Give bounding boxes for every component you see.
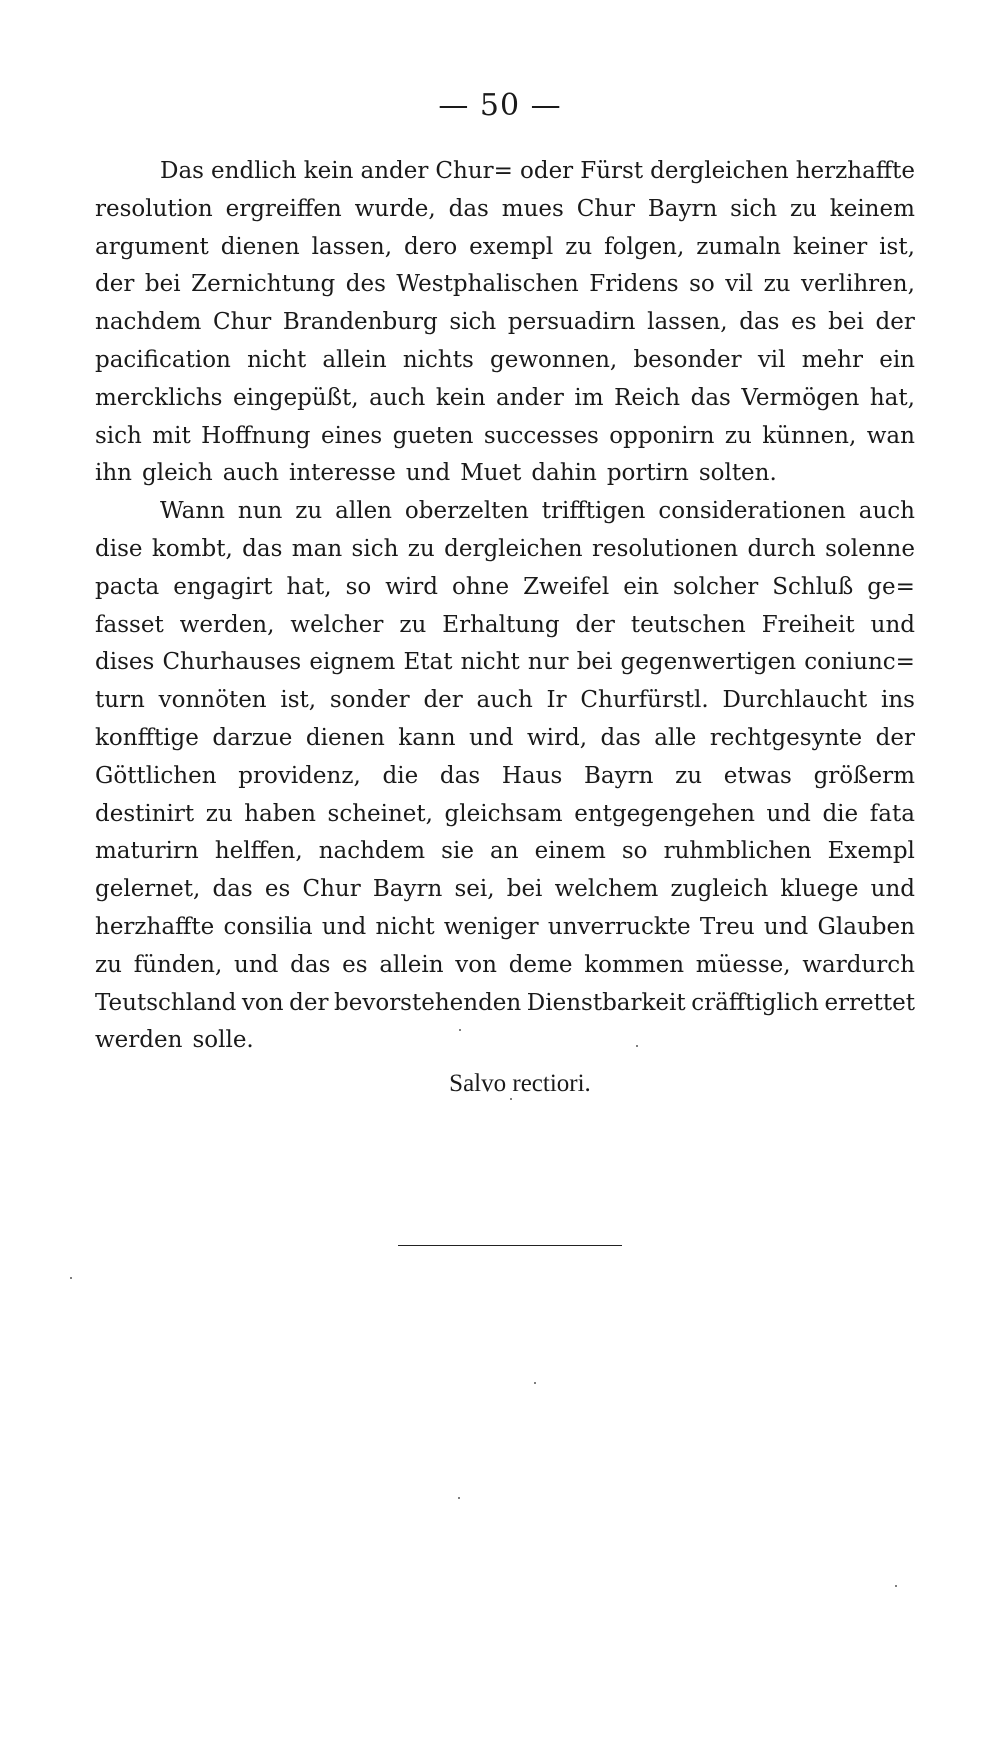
word: wan — [866, 422, 915, 449]
word: und — [870, 611, 915, 638]
word: pacification — [95, 346, 231, 373]
word: kombt, — [151, 535, 233, 562]
word: der — [289, 989, 329, 1016]
word: kommen — [584, 951, 685, 978]
word: fasset — [95, 611, 164, 638]
word: sich — [95, 422, 142, 449]
word: bei — [144, 271, 181, 298]
word: kann — [398, 724, 456, 751]
word: vil — [757, 346, 786, 373]
word: Vermögen — [741, 384, 860, 411]
word: des — [345, 271, 386, 298]
word: turn — [95, 687, 145, 714]
word: und — [469, 724, 514, 751]
word: Ir — [546, 687, 567, 714]
word: allein — [379, 951, 444, 978]
word: ihn — [95, 460, 132, 487]
word: keinem — [829, 195, 915, 222]
word: nachdem — [318, 838, 426, 865]
word: künnen, — [762, 422, 857, 449]
word: zu — [565, 233, 593, 260]
word: gleich — [141, 460, 213, 487]
word: sonder — [329, 687, 410, 714]
word: Fürst — [580, 158, 644, 184]
text-line — [95, 423, 915, 461]
word: Erhaltung — [442, 611, 560, 638]
word: kein — [435, 384, 486, 411]
word: Hoffnung — [201, 422, 311, 449]
paper-speck — [636, 1045, 638, 1047]
word: der — [423, 687, 463, 714]
word: ergreiffen — [225, 195, 342, 222]
body-text — [95, 158, 915, 1065]
word: nicht — [247, 346, 307, 373]
word: teutschen — [630, 611, 746, 638]
word: sich — [449, 309, 497, 336]
word: durch — [747, 535, 816, 562]
word: cräfftiglich — [691, 989, 819, 1016]
word: ohne — [451, 573, 510, 600]
word: zu — [95, 951, 122, 978]
word: größerm — [813, 762, 915, 789]
word: die — [382, 762, 419, 789]
text-line — [95, 612, 915, 650]
word: zu — [763, 271, 791, 298]
word: bei — [576, 649, 613, 676]
word: bei — [828, 309, 864, 336]
word: das — [290, 951, 331, 978]
word: resolution — [95, 195, 213, 222]
word: oberzelten — [404, 498, 529, 525]
word: das — [448, 195, 489, 222]
word: allen — [335, 498, 392, 525]
word: fünden, — [133, 951, 223, 978]
word: zu — [399, 611, 427, 638]
word: Haus — [501, 762, 563, 789]
word: dahin — [531, 460, 597, 487]
word: oder — [520, 158, 574, 184]
word: das — [439, 762, 481, 789]
word: bei — [506, 876, 543, 903]
text-line — [95, 876, 915, 914]
word: dises — [95, 649, 155, 676]
word: Chur — [213, 309, 272, 336]
word: ist, — [879, 233, 915, 260]
text-line — [95, 838, 915, 876]
word: welchem — [554, 876, 659, 903]
word: welcher — [290, 611, 384, 638]
word: keiner — [792, 233, 868, 260]
word: Chur= — [435, 158, 513, 184]
word: Muet — [460, 460, 522, 487]
word: zu — [724, 422, 752, 449]
word: eignem — [309, 649, 396, 676]
word: dergleichen — [650, 158, 789, 184]
word: gueten — [392, 422, 474, 449]
word: das — [242, 535, 283, 562]
word: successes — [483, 422, 599, 449]
word: deme — [508, 951, 573, 978]
word: Glauben — [817, 913, 915, 940]
word: engagirt — [173, 573, 273, 600]
word: unverruckte — [547, 913, 691, 940]
word: solcher — [672, 573, 759, 600]
word: haben — [244, 800, 316, 827]
word: werden, — [179, 611, 275, 638]
text-line — [95, 234, 915, 272]
word: es — [264, 876, 291, 903]
word: Brandenburg — [282, 309, 438, 336]
word: persuadirn — [507, 309, 636, 336]
word: lassen, — [647, 309, 728, 336]
word: Treu — [699, 913, 755, 940]
word: der — [875, 724, 915, 751]
word: einem — [534, 838, 606, 865]
word: Exempl — [827, 838, 915, 865]
word: zu — [407, 535, 435, 562]
word: wurde, — [354, 195, 436, 222]
text-line — [95, 196, 915, 234]
word: folgen, — [604, 233, 685, 260]
word: wird, — [526, 724, 588, 751]
paper-speck — [534, 1382, 536, 1384]
word: gleichsam — [444, 800, 563, 827]
word: nun — [237, 498, 283, 525]
word: dise — [95, 535, 143, 562]
word: das — [600, 724, 641, 751]
word: herzhaffte — [795, 158, 915, 184]
word: interesse — [288, 460, 396, 487]
word: von — [455, 951, 497, 978]
word: hat, — [286, 573, 332, 600]
word: resolutionen — [592, 535, 739, 562]
word: zu — [789, 195, 817, 222]
word: Schluß — [772, 573, 854, 600]
word: Fridens — [589, 271, 679, 298]
word: Das — [160, 158, 204, 184]
word: consilia — [223, 913, 313, 940]
word: gelernet, — [95, 876, 201, 903]
word: dienen — [220, 233, 300, 260]
word: mercklichs — [95, 384, 223, 411]
word: maturirn — [95, 838, 199, 865]
text-line — [95, 460, 915, 498]
word: ander — [360, 158, 429, 184]
word: entgegengehen — [574, 800, 755, 827]
word: und — [763, 913, 809, 940]
word: hat, — [869, 384, 915, 411]
word: Westphalischen — [396, 271, 579, 298]
word: dergleichen — [444, 535, 583, 562]
text-line — [95, 990, 915, 1028]
word: sich — [730, 195, 778, 222]
text-line — [95, 158, 915, 196]
word: zugleich — [670, 876, 769, 903]
word: ist, — [280, 687, 317, 714]
text-line — [95, 763, 915, 801]
word: Bayrn — [583, 762, 654, 789]
text-line — [95, 649, 915, 687]
text-line — [95, 1027, 915, 1065]
word: lassen, — [311, 233, 393, 260]
word: verlihren, — [801, 271, 915, 298]
word: zumaln — [696, 233, 781, 260]
word: darzue — [212, 724, 293, 751]
paper-speck — [459, 1029, 461, 1031]
word: bevorstehenden — [334, 989, 522, 1016]
word: und — [234, 951, 279, 978]
word: nur — [527, 649, 569, 676]
word: allein — [322, 346, 387, 373]
word: destinirt — [95, 800, 195, 827]
word: der — [575, 611, 615, 638]
word: müesse, — [695, 951, 791, 978]
word: ein — [879, 346, 915, 373]
word: ruhmblichen — [663, 838, 812, 865]
word: Chur — [576, 195, 635, 222]
paper-speck — [70, 1277, 72, 1279]
word: der — [875, 309, 915, 336]
word: etwas — [723, 762, 792, 789]
word: so — [689, 271, 715, 298]
word: solle. — [192, 1027, 254, 1054]
word: gewonnen, — [490, 346, 618, 373]
word: nichts — [402, 346, 474, 373]
word: es — [342, 951, 368, 978]
word: dienen — [305, 724, 385, 751]
word: Reich — [614, 384, 681, 411]
text-line — [95, 801, 915, 839]
word: Zweifel — [523, 573, 610, 600]
word: mit — [152, 422, 191, 449]
word: Dienstbarkeit — [526, 989, 686, 1016]
word: Wann — [160, 498, 225, 525]
paper-speck — [458, 1497, 460, 1499]
word: konfftige — [95, 724, 199, 751]
word: wardurch — [802, 951, 915, 978]
word: Durchlaucht — [722, 687, 868, 714]
word: auch — [476, 687, 533, 714]
word: nicht — [460, 649, 520, 676]
word: die — [822, 800, 859, 827]
word: trifftigen — [541, 498, 646, 525]
word: auch — [369, 384, 426, 411]
word: argument — [95, 233, 209, 260]
word: herzhaffte — [95, 913, 215, 940]
word: alle — [654, 724, 697, 751]
word: Etat — [403, 649, 453, 676]
paper-speck — [510, 1098, 512, 1100]
word: das — [739, 309, 780, 336]
word: opponirn — [609, 422, 715, 449]
word: und — [405, 460, 451, 487]
word: Teutschland — [95, 989, 237, 1016]
word: weniger — [443, 913, 539, 940]
word: im — [574, 384, 604, 411]
text-line — [95, 536, 915, 574]
word: besonder — [633, 346, 742, 373]
word: ins — [880, 687, 915, 714]
text-line — [95, 574, 915, 612]
word: Bayrn — [372, 876, 443, 903]
word: Göttlichen — [95, 762, 217, 789]
word: exempl — [469, 233, 554, 260]
end-rule — [398, 1245, 622, 1246]
word: fata — [869, 800, 915, 827]
word: errettet — [824, 989, 915, 1016]
word: sei, — [454, 876, 495, 903]
word: auch — [222, 460, 279, 487]
word: eines — [320, 422, 383, 449]
word: das — [690, 384, 731, 411]
word: zu — [295, 498, 323, 525]
word: es — [791, 309, 817, 336]
word: endlich — [211, 158, 297, 184]
word: Chur — [302, 876, 361, 903]
word: nicht — [375, 913, 435, 940]
word: vonnöten — [158, 687, 267, 714]
word: vil — [725, 271, 754, 298]
word: kluege — [780, 876, 859, 903]
word: coniunc= — [804, 649, 915, 676]
word: dero — [404, 233, 458, 260]
word: ein — [623, 573, 659, 600]
word: man — [291, 535, 343, 562]
word: auch — [858, 498, 915, 525]
word: und — [321, 913, 367, 940]
word: sie — [441, 838, 474, 865]
word: der — [95, 271, 135, 298]
word: providenz, — [238, 762, 361, 789]
text-line — [95, 271, 915, 309]
word: portirn — [606, 460, 689, 487]
word: Zernichtung — [191, 271, 336, 298]
text-line — [95, 498, 915, 536]
word: sich — [351, 535, 399, 562]
word: an — [490, 838, 519, 865]
paper-speck — [895, 1585, 897, 1587]
word: Bayrn — [647, 195, 718, 222]
word: Freiheit — [761, 611, 855, 638]
word: wird — [385, 573, 438, 600]
word: zu — [675, 762, 703, 789]
word: scheinet, — [327, 800, 433, 827]
word: mues — [501, 195, 564, 222]
word: ander — [496, 384, 564, 411]
word: pacta — [95, 573, 160, 600]
text-line — [95, 914, 915, 952]
word: Churfürstl. — [580, 687, 709, 714]
word: considerationen — [658, 498, 846, 525]
word: gegenwertigen — [620, 649, 797, 676]
word: mehr — [801, 346, 863, 373]
word: rechtgesynte — [709, 724, 863, 751]
page-number: — 50 — — [438, 88, 562, 123]
text-line — [95, 309, 915, 347]
text-line — [95, 687, 915, 725]
word: helffen, — [214, 838, 303, 865]
word: ge= — [867, 573, 915, 600]
text-line — [95, 385, 915, 423]
word: so — [621, 838, 648, 865]
text-line — [95, 725, 915, 763]
word: eingepüßt, — [232, 384, 359, 411]
word: werden — [95, 1027, 183, 1054]
word: zu — [205, 800, 233, 827]
word: Churhauses — [162, 649, 302, 676]
word: und — [870, 876, 915, 903]
word: so — [345, 573, 372, 600]
word: kein — [303, 158, 354, 184]
text-line — [95, 347, 915, 385]
word: von — [241, 989, 284, 1016]
closing-formula: Salvo rectiori. — [449, 1070, 591, 1097]
text-line — [95, 952, 915, 990]
word: das — [212, 876, 253, 903]
word: solten. — [698, 460, 777, 487]
word: nachdem — [95, 309, 202, 336]
word: und — [766, 800, 811, 827]
word: solenne — [825, 535, 915, 562]
